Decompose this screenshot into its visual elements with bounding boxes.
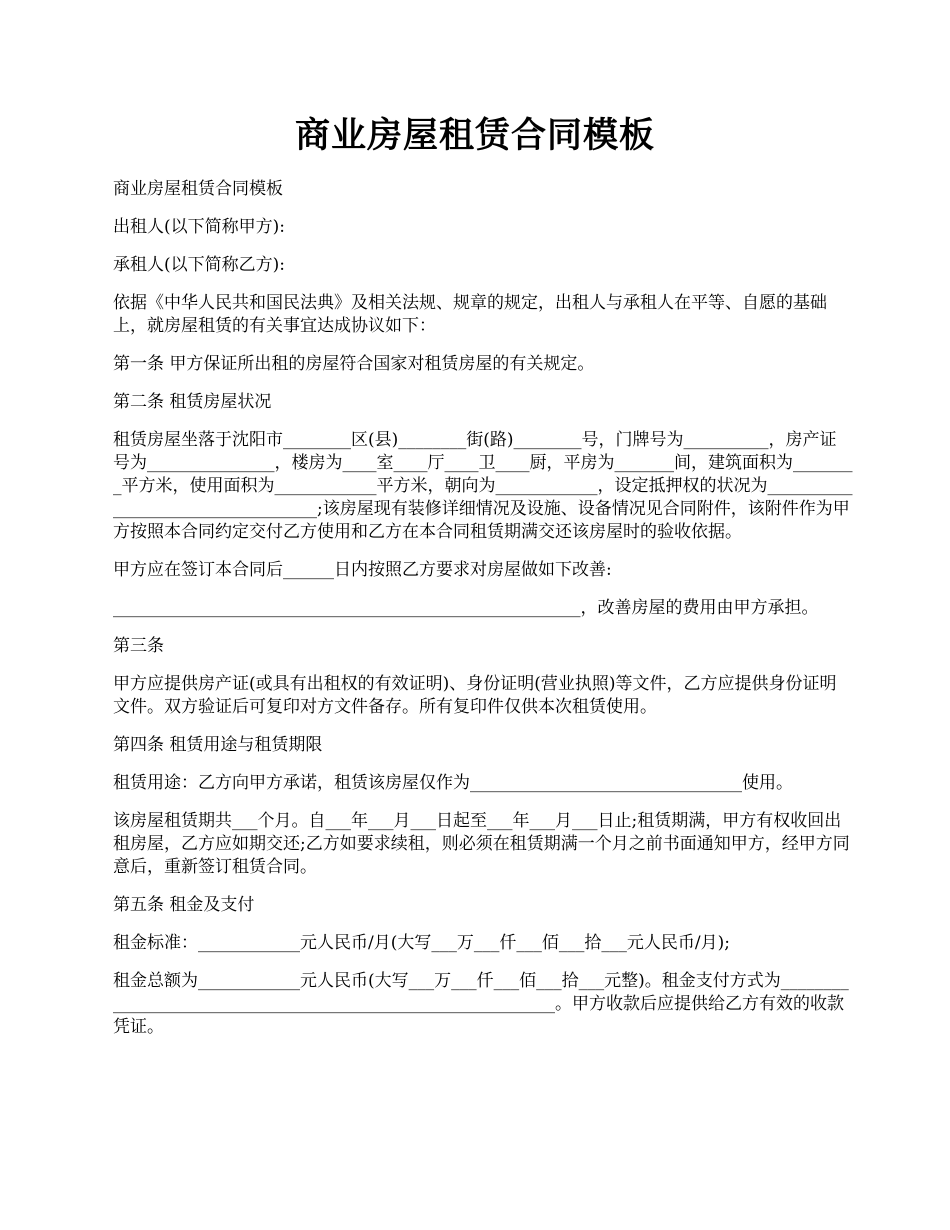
paragraph-article-2-heading: 第二条 租赁房屋状况 — [113, 392, 272, 412]
document-title: 商业房屋租赁合同模板 — [294, 115, 655, 156]
document-body — [113, 178, 853, 1054]
paragraph-usage: 租赁用途：乙方向甲方承诺，租赁该房屋仅作为________________________________使用。 — [113, 773, 793, 793]
paragraph-lessee: 承租人(以下简称乙方): — [113, 255, 285, 275]
paragraph-property-details: 租赁房屋坐落于沈阳市________区(县)________街(路)________号，门牌号为__________，房产证号为_______________，楼房为____室____厅____卫____厨，平房为_______间，建筑面积为________平方米，使用面积为____________平方米，朝向为____________，设定抵押权的状况为__________________________________;该房屋现有装修详细情况及设施、设备情况见合同附件，该附件作为甲方按照本合同约定交付乙方使用和乙方在本合同租赁期满交还该房屋时的验收依据。 — [113, 430, 853, 542]
paragraph-improvement-cost: _______________________________________________________，改善房屋的费用由甲方承担。 — [113, 598, 819, 618]
paragraph-article-3-heading: 第三条 — [113, 636, 164, 656]
paragraph-article-1: 第一条 甲方保证所出租的房屋符合国家对租赁房屋的有关规定。 — [113, 354, 595, 374]
paragraph-lessor: 出租人(以下简称甲方): — [113, 217, 285, 237]
paragraph-rent-total: 租金总额为____________元人民币(大写___万___仟___佰___拾___元整)。租金支付方式为____________________________________________________________。甲方收款后应提供给乙方有效的收款凭证。 — [113, 971, 849, 1037]
paragraph-rent-standard: 租金标准：____________元人民币/月(大写___万___仟___佰___拾___元人民币/月); — [113, 933, 730, 953]
paragraph-article-4-heading: 第四条 租赁用途与租赁期限 — [113, 735, 323, 755]
paragraph-term: 该房屋租赁期共___个月。自___年___月___日起至___年___月___日止;租赁期满，甲方有权收回出租房屋，乙方应如期交还;乙方如要求续租，则必须在租赁期满一个月之前书面通知甲方，经甲方同意后，重新签订租赁合同。 — [113, 811, 850, 877]
paragraph-preamble: 依据《中华人民共和国民法典》及相关法规、规章的规定，出租人与承租人在平等、自愿的基础上，就房屋租赁的有关事宜达成协议如下： — [113, 293, 827, 336]
paragraph-documents: 甲方应提供房产证(或具有出租权的有效证明)、身份证明(营业执照)等文件，乙方应提供身份证明文件。双方验证后可复印对方文件备存。所有复印件仅供本次租赁使用。 — [113, 674, 837, 717]
paragraph-article-5-heading: 第五条 租金及支付 — [113, 895, 255, 915]
paragraph-improvement: 甲方应在签订本合同后______日内按照乙方要求对房屋做如下改善: — [113, 560, 612, 580]
paragraph-subtitle: 商业房屋租赁合同模板 — [113, 179, 283, 199]
